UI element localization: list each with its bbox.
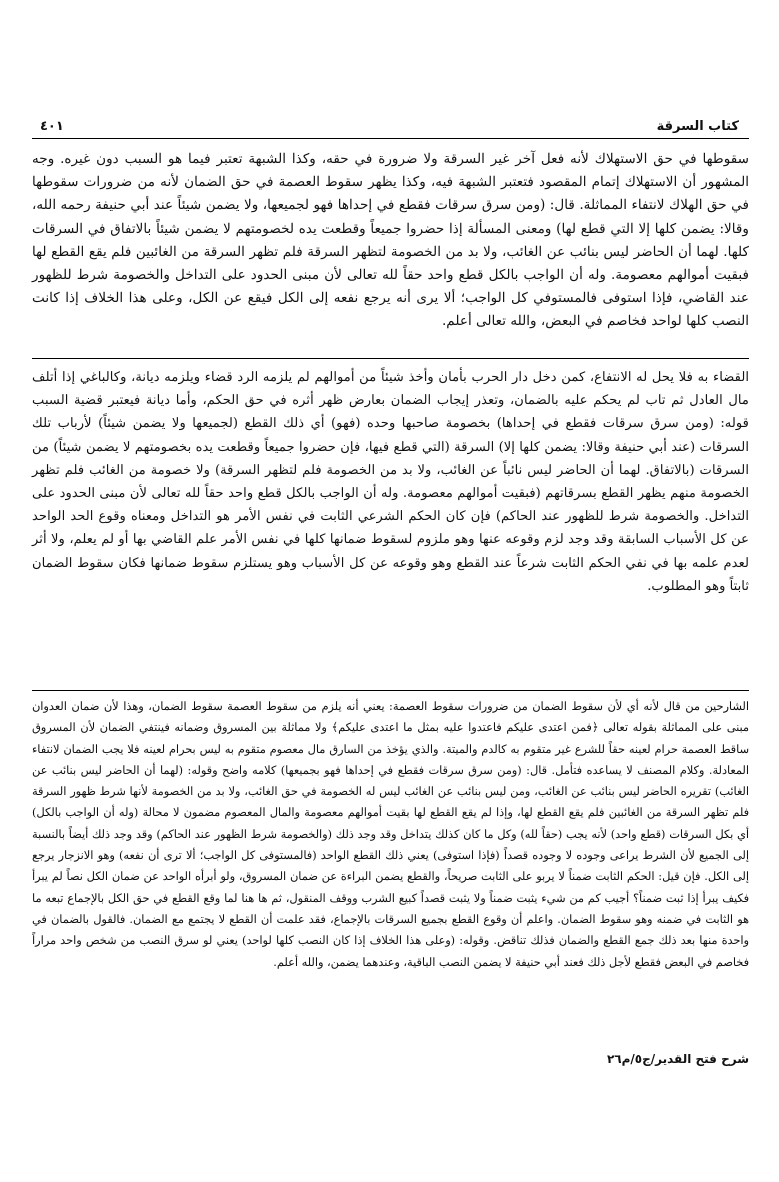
sharh-paragraph: القضاء به فلا يحل له الانتفاع، كمن دخل دار الحرب بأمان وأخذ شيئاً من أموالهم لم يلزمه الرد قضاء ويلزمه ديانة، وكالباغي إذا أتلف مال العادل ثم تاب لم يحكم عليه بالضمان، وتعذر إيجاب الضمان بعارض ظهر أثره في حق الحكم، وأما ديانة فيعتبر قضية السبب قوله: (ومن سرق سرقات فقطع في إحداها) بخصومة صاحبها وحده (فهو) أي ذلك القطع (لجميعها ولا يضمن شيئاً) لأرباب تلك السرقات (عند أبي حنيفة وقالا: يضمن كلها إلا) السرقة (التي قطع فيها، فإن حضروا جميعاً وقطعت يده بخصومتهم لا يضمن شيئاً) من السرقات (بالاتفاق. لهما أن الحاضر ليس نائباً عن الغائب، ولا بد من الخصومة فلم لتظهر السرقة) ولا خصومة من الغائب فلم تظهر الخصومة منهم يظهر القطع بسرقاتهم (فبقيت أموالهم معصومة. وله أن الواجب بالكل قطع واحد حقاً لله تعالى لأن مبنى الحدود على التداخل. والخصومة شرط للظهور عند الحاكم) فإن كان الحكم الشرعي الثابت في نفس الأمر هو التداخل ومعناه وقوع الحد الواحد عن كل الأسباب السابقة وقد وجد لزم وقوعه عنها وهو ملزوم لسقوط ضمانها كلها في نفس الأمر علم القاضي بها أو لم يعلم، ولا أثر لعدم علمه بها في نفي الحكم الثابت شرعاً عند القطع وهو وقوعه عن كل الأسباب وهو يستلزم سقوط ضمانها فكان سقوط الضمان ثابتاً وهو المطلوب. bbox=[32, 370, 749, 594]
page-header bbox=[40, 108, 739, 134]
printer-signature: شرح فتح القدير/ج٥/م٢٦ bbox=[606, 1052, 749, 1066]
matn-paragraph: سقوطها في حق الاستهلاك لأنه فعل آخر غير السرقة ولا ضرورة في حقه، وكذا الشبهة تعتبر فيما هو السبب دون غيره. وجه المشهور أن الاستهلاك إتمام المقصود فتعتبر الشبهة فيه، وكذا يظهر سقوط العصمة في حق الضمان لأنه من ضرورات سقوطها في حق الهلاك لانتفاء المماثلة. قال: (ومن سرق سرقات فقطع في إحداها فهو لجميعها، ولا يضمن شيئاً عند أبي حنيفة رحمه الله، وقالا: يضمن كلها إلا التي قطع لها) ومعنى المسألة إذا حضروا جميعاً وقطعت يده لخصومتهم لا يضمن شيئاً بالاتفاق في السرقات كلها. لهما أن الحاضر ليس بنائب عن الغائب، ولا بد من الخصومة لتظهر السرقة فلم تظهر السرقة من الغائبين فلم يقع القطع لها فبقيت أموالهم معصومة. وله أن الواجب بالكل قطع واحد حقاً لله تعالى لأن مبنى الحدود على التداخل والخصومة شرط للظهور عند القاضي، فإذا استوفى فالمستوفي كل الواجب؛ ألا يرى أنه يرجع نفعه إلى الكل فيقع عن الكل، وعلى هذا الخلاف إذا كانت النصب كلها لواحد فخاصم في البعض، والله تعالى أعلم. bbox=[32, 151, 750, 330]
sharh-section bbox=[32, 366, 749, 598]
hashiya-paragraph: الشارحين من قال لأنه أي لأن سقوط الضمان من ضرورات سقوط العصمة: يعني أنه يلزم من سقوط العصمة سقوط الضمان، وهذا لأن ضمان العدوان مبنى على المماثلة بقوله تعالى ﴿فمن اعتدى عليكم فاعتدوا عليه بمثل ما اعتدى عليكم﴾ ولا مماثلة بين المسروق وضمانه فينتفي الضمان لأن المسروق ساقط العصمة حرام لعينه حقاً للشرع غير متقوم به كالدم والميتة. والذي يؤخذ من السارق مال معصوم متقوم به ليس بحرام لعينه فلا يجب الضمان لانتفاء المعادلة. وكلام المصنف لا يساعده فتأمل. قال: (ومن سرق سرقات فقطع في إحداها فهو بجميعها) كلامه واضح وقوله: (لهما أن الحاضر ليس بنائب عن الغائب) تقريره الحاضر ليس بنائب عن الغائب، ومن ليس بنائب عن الغائب ليس له الخصومة في حق الغائب، ولا بد من الخصومة لأنها شرط ظهور السرقة فلم تظهر السرقة من الغائبين فلم يقع القطع لها، وإذا لم يقع القطع لها بقيت أموالهم معصومة والمال المعصوم مضمون لا محالة (وله أن الواجب بالكل) أي بكل السرقات (قطع واحد) لأنه يجب (حقاً لله) وكل ما كان كذلك يتداخل وقد وجد ذلك (والخصومة شرط الظهور عند الحاكم) وقد وجد ذلك أيضاً بالنسبة إلى الجميع لأن الشرط يراعى وجوده لا وجوده قصداً (فإذا استوفى) يعني ذلك القطع الواحد (فالمستوفى كل الواجب؛ ألا ترى أن نفعه) وهو الانزجار يرجع إلى الكل. فإن قيل: الحكم الثابت ضمناً لا يربو على الثابت صريحاً، والقطع يضمن البراءة عن ضمان المسروق، ولو أبرأه الواحد عن ضمان الكل نصاً لم يبرأ فكيف يبرأ إذا ثبت ضمناً؟ أجيب كم من شيء يثبت ضمناً ولا يثبت قصداً كبيع الشرب ووقف المنقول، ثم ها هنا لما وقع القطع في حق الكل بالإجماع تبعه ما هو الثابت في ضمنه وهو سقوط الضمان. واعلم أن وقوع القطع بجميع السرقات بالإجماع، فقد علمت أن القطع لا يجتمع مع الضمان. فالقول بالضمان في واحدة منها بعد ذلك جمع القطع والضمان فذلك تناقض. وقوله: (وعلى هذا الخلاف إذا كان النصب كلها لواحد) يعني لو سرق النصب من شخص واحد مراراً فخاصم في البعض فقطع لأجل ذلك فعند أبي حنيفة لا يضمن النصب الباقية، وعندهما يضمن، والله أعلم. bbox=[32, 700, 749, 969]
hashiya-section bbox=[32, 696, 749, 973]
section-divider bbox=[32, 358, 749, 359]
footnote-divider bbox=[32, 690, 749, 691]
matn-section bbox=[32, 148, 749, 334]
running-title: كتاب السرقة bbox=[656, 119, 739, 134]
page-number: ٤٠١ bbox=[40, 119, 64, 134]
header-rule bbox=[32, 138, 749, 139]
